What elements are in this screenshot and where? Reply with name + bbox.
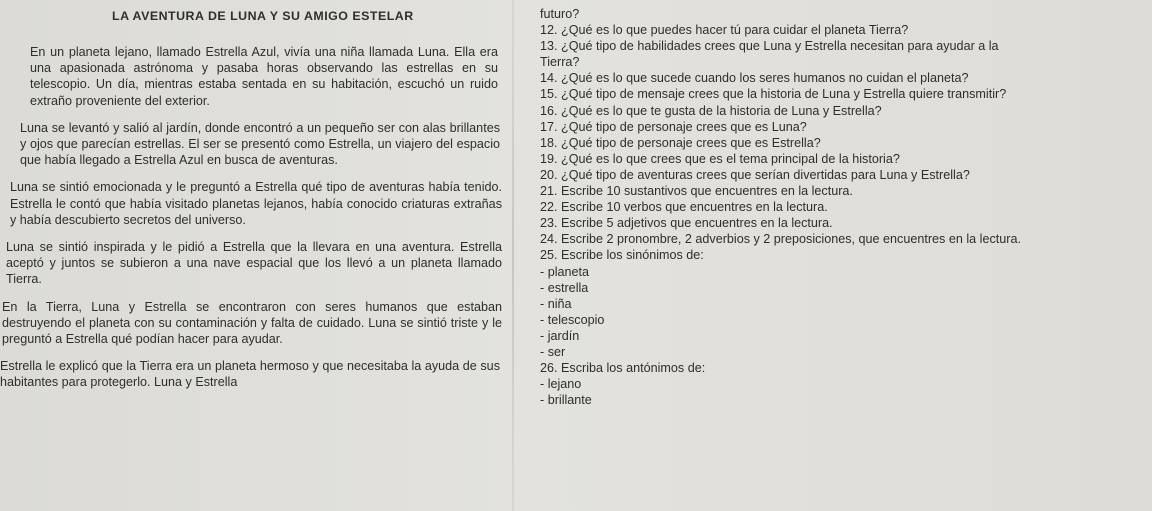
page-fold <box>512 0 514 511</box>
question-item: 24. Escribe 2 pronombre, 2 adverbios y 2 preposiciones, que encuentres en la lectura. <box>540 232 1021 247</box>
synonym-list <box>540 264 1040 361</box>
synonym-word: - estrella <box>540 280 589 295</box>
story-paragraph: En un planeta lejano, llamado Estrella Azul, vivía una niña llamada Luna. Ella era una apasionada astrónoma y pasaba horas observando las estrellas en su telescopio. Un día, mientras estaba sentada en su habitación, escuchó un ruido extraño proveniente del exterior. <box>30 45 498 108</box>
question-continuation: futuro? <box>540 7 580 21</box>
question-item: 19. ¿Qué es lo que crees que es el tema principal de la historia? <box>540 151 900 166</box>
synonym-word: - telescopio <box>540 312 605 327</box>
question-item: 26. Escriba los antónimos de: <box>540 361 706 376</box>
story-paragraph: Estrella le explicó que la Tierra era un planeta hermoso y que necesitaba la ayuda de sus habitantes para protegerlo. Luna y Estrella <box>0 359 500 390</box>
question-item: 22. Escribe 10 verbos que encuentres en la lectura. <box>540 200 828 215</box>
antonym-word: - lejano <box>540 377 582 392</box>
question-item: 18. ¿Qué tipo de personaje crees que es Estrella? <box>540 135 821 150</box>
story-title: LA AVENTURA DE LUNA Y SU AMIGO ESTELAR <box>112 9 414 23</box>
story-paragraph: Luna se sintió emocionada y le preguntó a Estrella qué tipo de aventuras había tenido. Estrella le contó que había visitado planetas lejanos, había conocido criaturas extrañas y había descubierto secretos del universo. <box>10 180 502 227</box>
question-item: 20. ¿Qué tipo de aventuras crees que serían divertidas para Luna y Estrella? <box>540 167 970 182</box>
antonym-list <box>540 376 1040 408</box>
antonym-word: - brillante <box>540 393 592 408</box>
question-item: 25. Escribe los sinónimos de: <box>540 248 704 263</box>
question-item: 14. ¿Qué es lo que sucede cuando los seres humanos no cuidan el planeta? <box>540 71 969 86</box>
question-item: 21. Escribe 10 sustantivos que encuentres en la lectura. <box>540 184 853 199</box>
question-item: 23. Escribe 5 adjetivos que encuentres en la lectura. <box>540 216 833 231</box>
story-column <box>0 8 508 402</box>
question-item: 15. ¿Qué tipo de mensaje crees que la historia de Luna y Estrella quiere transmitir? <box>540 87 1007 102</box>
story-paragraph: Luna se sintió inspirada y le pidió a Estrella que la llevara en una aventura. Estrella aceptó y juntos se subieron a una nave espacial que los llevó a un planeta llamado Tierra. <box>6 240 502 287</box>
story-paragraph: Luna se levantó y salió al jardín, donde encontró a un pequeño ser con alas brillantes y ojos que parecían estrellas. El ser se presentó como Estrella, un viajero del espacio que había llegado a Estrella Azul en busca de aventuras. <box>20 120 500 168</box>
synonym-word: - jardín <box>540 328 580 343</box>
synonym-word: - niña <box>540 296 572 311</box>
question-item: 17. ¿Qué tipo de personaje crees que es Luna? <box>540 119 807 134</box>
synonym-word: - planeta <box>540 264 590 279</box>
questions-column <box>540 6 1040 408</box>
question-item: 13. ¿Qué tipo de habilidades crees que Luna y Estrella necesitan para ayudar a la Tierra? <box>540 39 999 70</box>
question-item: 16. ¿Qué es lo que te gusta de la historia de Luna y Estrella? <box>540 103 882 118</box>
question-item: 12. ¿Qué es lo que puedes hacer tú para cuidar el planeta Tierra? <box>540 23 909 38</box>
story-paragraph: En la Tierra, Luna y Estrella se encontraron con seres humanos que estaban destruyendo el planeta con su contaminación y falta de cuidado. Luna se sintió triste y le preguntó a Estrella qué podían hacer para ayudar. <box>2 299 502 347</box>
synonym-word: - ser <box>540 344 566 359</box>
